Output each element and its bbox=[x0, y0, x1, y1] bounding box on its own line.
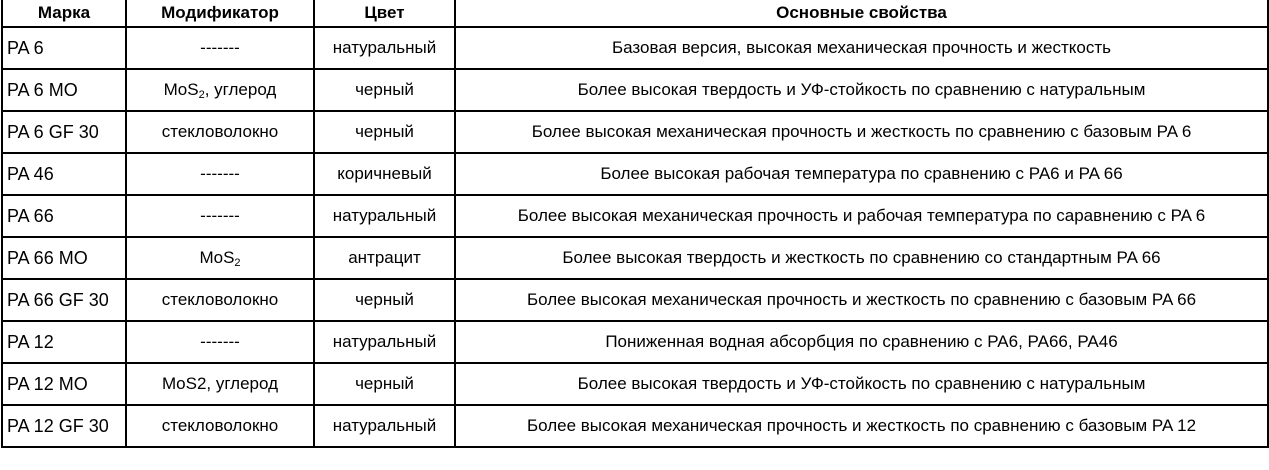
polyamide-grades-table bbox=[1, 0, 1269, 448]
cell-grade: PA 46 bbox=[2, 153, 126, 195]
cell-color: черный bbox=[314, 279, 455, 321]
cell-modifier: стекловолокно bbox=[126, 111, 314, 153]
cell-properties: Более высокая механическая прочность и жесткость по сравнению с базовым PA 66 bbox=[455, 279, 1268, 321]
cell-grade: PA 6 bbox=[2, 27, 126, 69]
cell-modifier: ------- bbox=[126, 27, 314, 69]
cell-properties: Более высокая твердость и УФ-стойкость по сравнению с натуральным bbox=[455, 69, 1268, 111]
table-row bbox=[2, 279, 1268, 321]
cell-grade: PA 6 GF 30 bbox=[2, 111, 126, 153]
cell-color: антрацит bbox=[314, 237, 455, 279]
cell-grade: PA 12 GF 30 bbox=[2, 405, 126, 447]
cell-color: натуральный bbox=[314, 405, 455, 447]
modifier-formula: MoS bbox=[163, 79, 199, 99]
header-grade: Марка bbox=[2, 0, 126, 27]
cell-properties: Более высокая твердость и УФ-стойкость по сравнению с натуральным bbox=[455, 363, 1268, 405]
cell-properties: Более высокая механическая прочность и жесткость по сравнению с базовым PA 6 bbox=[455, 111, 1268, 153]
cell-color: натуральный bbox=[314, 27, 455, 69]
modifier-formula: MoS bbox=[199, 247, 235, 267]
cell-color: коричневый bbox=[314, 153, 455, 195]
cell-grade: PA 12 MO bbox=[2, 363, 126, 405]
cell-modifier: стекловолокно bbox=[126, 405, 314, 447]
table-row bbox=[2, 27, 1268, 69]
table-row bbox=[2, 195, 1268, 237]
table-row bbox=[2, 69, 1268, 111]
cell-color: натуральный bbox=[314, 195, 455, 237]
cell-color: черный bbox=[314, 363, 455, 405]
cell-modifier: ------- bbox=[126, 153, 314, 195]
table-row bbox=[2, 363, 1268, 405]
table-row bbox=[2, 111, 1268, 153]
cell-properties: Более высокая механическая прочность и жесткость по сравнению с базовым PA 12 bbox=[455, 405, 1268, 447]
header-properties: Основные свойства bbox=[455, 0, 1268, 27]
cell-modifier bbox=[126, 69, 314, 111]
cell-color: черный bbox=[314, 111, 455, 153]
cell-modifier bbox=[126, 237, 314, 279]
cell-color: натуральный bbox=[314, 321, 455, 363]
cell-grade: PA 12 bbox=[2, 321, 126, 363]
header-color: Цвет bbox=[314, 0, 455, 27]
cell-properties: Более высокая механическая прочность и рабочая температура по саравнению с PA 6 bbox=[455, 195, 1268, 237]
cell-properties: Базовая версия, высокая механическая прочность и жесткость bbox=[455, 27, 1268, 69]
modifier-subscript: 2 bbox=[198, 88, 205, 101]
table-row bbox=[2, 153, 1268, 195]
cell-grade: PA 6 MO bbox=[2, 69, 126, 111]
cell-modifier: ------- bbox=[126, 321, 314, 363]
cell-modifier: ------- bbox=[126, 195, 314, 237]
cell-properties: Более высокая твердость и жесткость по сравнению со стандартным PA 66 bbox=[455, 237, 1268, 279]
cell-grade: PA 66 GF 30 bbox=[2, 279, 126, 321]
modifier-subscript: 2 bbox=[234, 256, 241, 269]
modifier-extra: , углерод bbox=[204, 79, 277, 99]
table-row bbox=[2, 237, 1268, 279]
cell-color: черный bbox=[314, 69, 455, 111]
table-row bbox=[2, 405, 1268, 447]
header-row bbox=[2, 0, 1268, 27]
cell-properties: Более высокая рабочая температура по сравнению с PA6 и PA 66 bbox=[455, 153, 1268, 195]
cell-grade: PA 66 bbox=[2, 195, 126, 237]
cell-grade: PA 66 MO bbox=[2, 237, 126, 279]
header-modifier: Модификатор bbox=[126, 0, 314, 27]
cell-properties: Пониженная водная абсорбция по сравнению с PA6, PA66, PA46 bbox=[455, 321, 1268, 363]
cell-modifier: стекловолокно bbox=[126, 279, 314, 321]
cell-modifier: MoS2, углерод bbox=[126, 363, 314, 405]
table-row bbox=[2, 321, 1268, 363]
